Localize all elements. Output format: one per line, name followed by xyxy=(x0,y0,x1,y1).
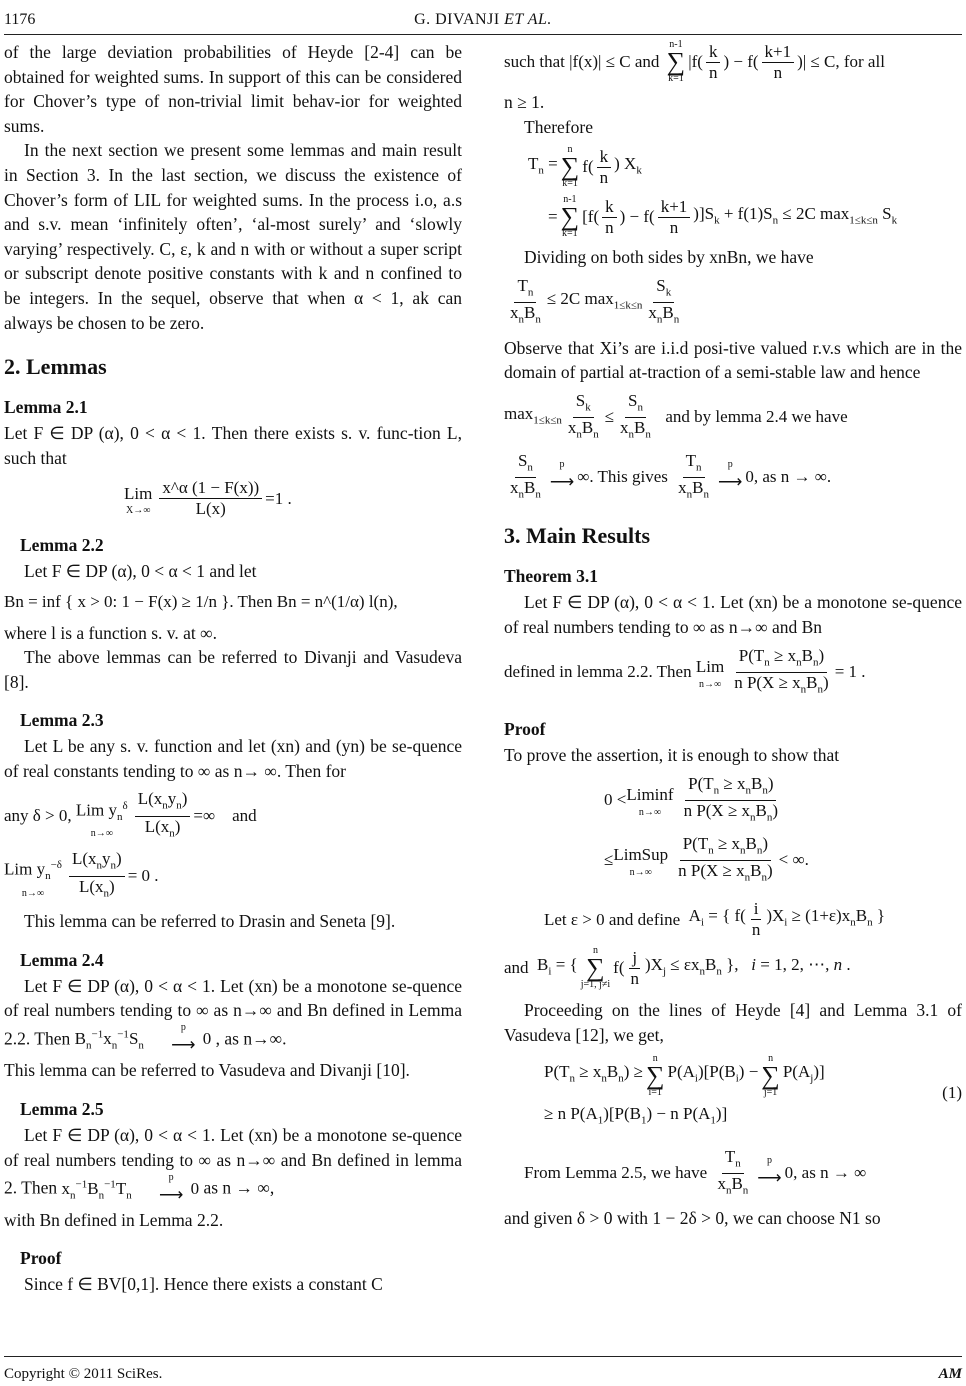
lemma-2-2-ref: The above lemmas can be referred to Divanji and Vasudeva [8]. xyxy=(4,647,462,692)
page-header xyxy=(0,6,966,34)
proof-text-left: Since f ∈ BV[0,1]. Hence there exists a constant C xyxy=(24,1274,383,1295)
bv-condition-tail: n ≥ 1. xyxy=(504,92,545,112)
from-lemma-2-5: From Lemma 2.5, we have $\frac{T_n}{x_nB_n}$ p ⟶ 0 , as n → ∞ xyxy=(524,1146,867,1197)
limit-operator: Lim $y_n^\delta$ n→∞ xyxy=(75,799,128,840)
therefore-text: Therefore xyxy=(524,116,593,137)
fraction: $\frac{L(x_ny_n)}{L(x_n)}$ xyxy=(69,849,125,903)
proof-text-right: To prove the assertion, it is enough to show that xyxy=(504,745,840,766)
liminf-inequality: 0 < Liminf n→∞ $\frac{P(T_n \ge x_nB_n)}{n P(X \ge x_nB_n)}$ xyxy=(604,773,779,824)
lemma-2-1-text: Let F ∈ DP (α), 0 < α < 1. Then there exists s. v. func-tion L, such that xyxy=(4,423,462,468)
sum-operator: n-1 ∑ k=1 xyxy=(666,39,686,84)
lemma-2-2-title: Lemma 2.2 xyxy=(20,535,104,556)
lemma-2-3-title: Lemma 2.3 xyxy=(20,710,104,731)
section-2-heading: 2. Lemmas xyxy=(4,354,107,380)
tn-equation-1: $T_n$ = n ∑ k=1 f( $\frac{k}{n}$ ) $X_k$ xyxy=(528,144,642,190)
lemma-2-3-text: Let L be any s. v. function and let (xn) and (yn) be se-quence of real constants tending to ∞ as n→ ∞. Then for xyxy=(4,736,462,781)
header-rule xyxy=(4,34,962,35)
right-column xyxy=(504,40,962,1231)
running-title xyxy=(0,8,966,33)
lemma-2-3-equation-2: Lim $y_n^{-\delta}$ n→∞ $\frac{L(x_ny_n)}{L(x_n)}$ = 0 . xyxy=(4,849,462,903)
running-title-authors: G. DIVANJI xyxy=(414,11,500,28)
lemma-2-5-after: with Bn defined in Lemma 2.2. xyxy=(4,1209,224,1230)
proof-title-left: Proof xyxy=(20,1248,62,1269)
footer-rule xyxy=(4,1356,962,1357)
left-column xyxy=(4,40,462,1297)
intro-paragraph-2: In the next section we present some lemmas and main result in Section 3. In the last section, we discuss the existence of Chover’s form of LIL for weighted sums. In the process i.o, a.s and s.v. mean ‘infinitely often’, ‘al-most surely’ and ‘slowly varying’ respectively. C, ε, k and n with or without a super script or subscript denote positive constants with k and n confined to be integers. In the sequel, observe that when α < 1, ak can always be chosen to be zero. xyxy=(4,140,462,333)
equation-1 xyxy=(504,1054,962,1133)
define-ai: Let ε > 0 and define $A_i$ = { f( $\frac{i}{n}$ )$X_i \ge (1+\varepsilon)x_nB_n$ } xyxy=(544,899,885,940)
limit-operator: Lim X→∞ xyxy=(124,483,153,517)
theorem-3-1-equation: defined in lemma 2.2. Then Lim n→∞ $\frac{P(T_n \ge x_nB_n)}{n P(X \ge x_nB_n)}$ = 1 . xyxy=(504,645,866,696)
lemma-2-4-ref: This lemma can be referred to Vasudeva and Divanji [10]. xyxy=(4,1060,410,1081)
define-bi: and $B_i$ = { n ∑ j=1, j≠i f( $\frac{j}{n}$ )$X_j \le \varepsilon x_nB_n$ }, i = 1, 2, ⋯, n . xyxy=(504,945,851,991)
lemma-2-5-title: Lemma 2.5 xyxy=(20,1099,104,1120)
convergence-statement: $\frac{S_n}{x_nB_n}$ p ⟶ ∞ . This gives $\frac{T_n}{x_nB_n}$ p ⟶ 0 , as n → ∞. xyxy=(510,450,832,501)
equation-1-body: $P(T_n \ge x_nB_n)$ ≥ n ∑ i=1 $P(A_i)[P(B_i)$ − n ∑ j=1 $P(A_j)$] ≥ n $P(A_1)[P(B_1) - n$ $P(A_1)$] xyxy=(544,1052,825,1127)
lemma-2-1-equation: Lim X→∞ $\frac{x\^{}\alpha (1 - F(x))}{L(x)}$ =1 . xyxy=(124,478,292,519)
limsup-inequality: ≤ LimSup n→∞ $\frac{P(T_n \ge x_nB_n)}{n P(X \ge x_nB_n)}$ < ∞. xyxy=(604,833,809,884)
fraction: $\frac{x\^{}\alpha (1 - F(x))}{L(x)}$ xyxy=(159,478,262,519)
limit-operator: Lim $y_n^{-\delta}$ n→∞ xyxy=(4,859,62,899)
lemma-2-2-text: Let F ∈ DP (α), 0 < α < 1 and let xyxy=(24,561,257,582)
fraction: $\frac{L(x_ny_n)}{L(x_n)}$ xyxy=(135,789,191,843)
journal-abbrev: AM xyxy=(938,1366,962,1382)
dividing-text: Dividing on both sides by xnBn, we have xyxy=(524,247,814,268)
lemma-2-3-equation-1: any δ > 0, Lim $y_n^\delta$ n→∞ $\frac{L(x_ny_n)}{L(x_n)}$ =∞ and xyxy=(4,789,462,843)
theorem-3-1-title: Theorem 3.1 xyxy=(504,566,598,587)
lemma-2-3-ref: This lemma can be referred to Drasin and Seneta [9]. xyxy=(24,911,396,932)
lemma-2-4-text: Let F ∈ DP (α), 0 < α < 1. Let (xn) be a monotone se-quence of real numbers tending to ∞ as n→∞ and Bn defined in Lemma 2.2. Then $B_n^{-1}x_n^{-1}S_n$ p ⟶ 0 , as n→∞. xyxy=(4,975,462,1055)
proceeding-text: Proceeding on the lines of Heyde [4] and Lemma 3.1 of Vasudeva [12], we get, xyxy=(504,1000,962,1046)
page-number: 1176 xyxy=(4,11,36,28)
lemma-2-5-text: Let F ∈ DP (α), 0 < α < 1. Let (xn) be a monotone se-quence of real numbers tending to ∞ as n→∞ and Bn defined in lemma 2. Then $x_n^{-1}B_n^{-1}T_n$ p ⟶ 0 as n → ∞, xyxy=(4,1125,462,1204)
equation-1-number: (1) xyxy=(942,1082,962,1102)
ratio-inequality: $\frac{T_n}{x_nB_n}$ ≤ 2C $\max_{1\le k\le n}$ $\frac{S_k}{x_nB_n}$ xyxy=(510,275,680,326)
max-inequality: $\max_{1\le k\le n}$ $\frac{S_k}{x_nB_n}$ ≤ $\frac{S_n}{x_nB_n}$ and by lemma 2.4 we have xyxy=(504,390,848,441)
running-title-etal: ET AL. xyxy=(504,11,552,28)
lemma-2-2-after: where l is a function s. v. at ∞. xyxy=(4,622,218,643)
tn-equation-2: = n-1 ∑ k=1 [f( $\frac{k}{n}$ ) − f( $\frac{k+1}{n}$ )]$S_k + f(1)S_n \le 2C$ $\max_{1\le k\le n} S_k$ xyxy=(548,194,898,240)
lemma-2-4-title: Lemma 2.4 xyxy=(20,949,104,970)
copyright: Copyright © 2011 SciRes. xyxy=(4,1366,163,1382)
intro-paragraph-1: of the large deviation probabilities of Heyde [2-4] can be obtained for weighted sums. In support of this can be considered for Chover’s type of non-trivial limit behav-ior for weighted sums. xyxy=(4,42,462,136)
bv-condition: such that |f(x)| ≤ C and n-1 ∑ k=1 |f( $\frac{k}{n}$ ) − f( $\frac{k+1}{n}$ )| ≤ C , for all xyxy=(504,39,885,84)
lemma-2-2-equation: Bn = inf { x > 0: 1 − F(x) ≥ 1/n }. Then Bn = n^(1/α) l(n), xyxy=(4,591,398,611)
final-text: and given δ > 0 with 1 − 2δ > 0, we can choose N1 so xyxy=(504,1208,881,1229)
section-3-heading: 3. Main Results xyxy=(504,523,651,549)
observe-text: Observe that Xi’s are i.i.d posi-tive valued r.v.s which are in the domain of partial at-traction of a semi-stable law and hence xyxy=(504,337,962,383)
proof-title-right: Proof xyxy=(504,719,546,740)
lemma-2-1-title: Lemma 2.1 xyxy=(4,397,88,418)
theorem-3-1-text: Let F ∈ DP (α), 0 < α < 1. Let (xn) be a monotone se-quence of real numbers tending to ∞ as n→∞ and Bn xyxy=(504,592,962,637)
